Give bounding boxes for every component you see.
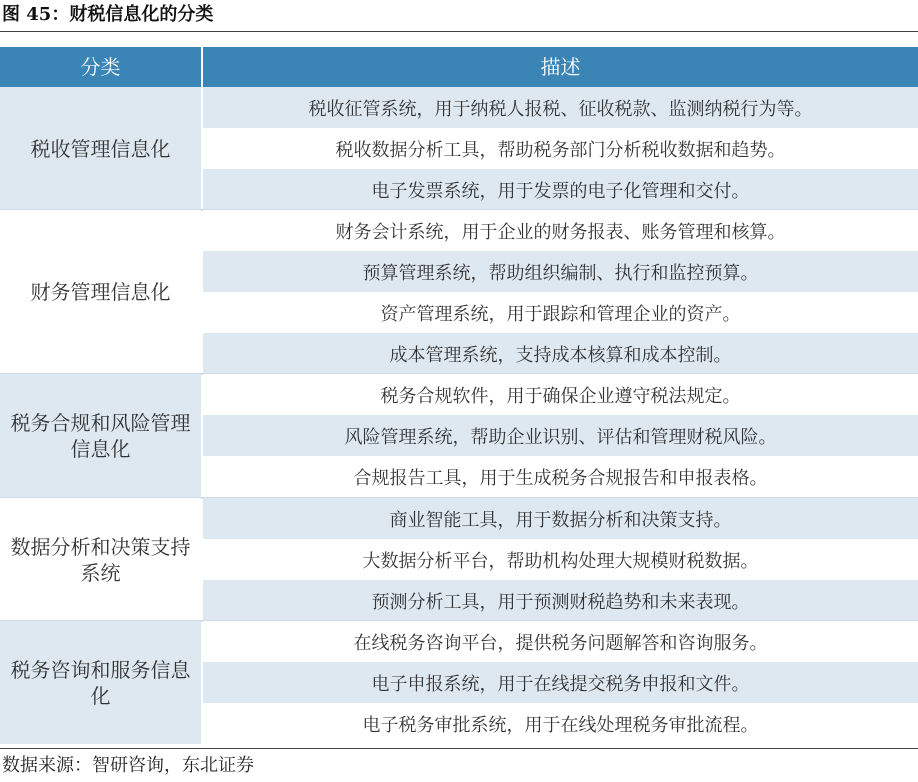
description-cell: 风险管理系统，帮助企业识别、评估和管理财税风险。 [203, 415, 918, 456]
description-cell: 税收数据分析工具，帮助税务部门分析税收数据和趋势。 [203, 128, 918, 169]
header-description: 描述 [203, 47, 918, 87]
description-cell: 电子发票系统，用于发票的电子化管理和交付。 [203, 169, 918, 210]
description-cell: 在线税务咨询平台，提供税务问题解答和咨询服务。 [203, 621, 918, 662]
category-cell: 税务合规和风险管理信息化 [0, 374, 201, 497]
description-cell: 预算管理系统，帮助组织编制、执行和监控预算。 [203, 251, 918, 292]
category-cell: 税收管理信息化 [0, 87, 201, 210]
description-cell: 大数据分析平台，帮助机构处理大规模财税数据。 [203, 539, 918, 580]
description-cell: 税收征管系统，用于纳税人报税、征收税款、监测纳税行为等。 [203, 87, 918, 128]
description-cell: 电子税务审批系统，用于在线处理税务审批流程。 [203, 703, 918, 744]
bottom-rule [0, 748, 918, 749]
description-cell: 税务合规软件，用于确保企业遵守税法规定。 [203, 374, 918, 415]
description-cell: 资产管理系统，用于跟踪和管理企业的资产。 [203, 292, 918, 333]
category-cell: 财务管理信息化 [0, 210, 201, 374]
description-cell: 成本管理系统，支持成本核算和成本控制。 [203, 333, 918, 374]
description-cell: 商业智能工具，用于数据分析和决策支持。 [203, 498, 918, 539]
figure-title: 图 45：财税信息化的分类 [2, 4, 214, 25]
description-cell: 合规报告工具，用于生成税务合规报告和申报表格。 [203, 456, 918, 497]
category-cell: 数据分析和决策支持系统 [0, 498, 201, 621]
source-note: 数据来源：智研咨询，东北证券 [2, 755, 254, 776]
description-cell: 预测分析工具，用于预测财税趋势和未来表现。 [203, 580, 918, 621]
description-cell: 财务会计系统，用于企业的财务报表、账务管理和核算。 [203, 210, 918, 251]
category-cell: 税务咨询和服务信息化 [0, 621, 201, 744]
top-rule [0, 31, 918, 32]
classification-table [0, 47, 918, 747]
description-cell: 电子申报系统，用于在线提交税务申报和文件。 [203, 662, 918, 703]
header-category: 分类 [0, 47, 201, 87]
